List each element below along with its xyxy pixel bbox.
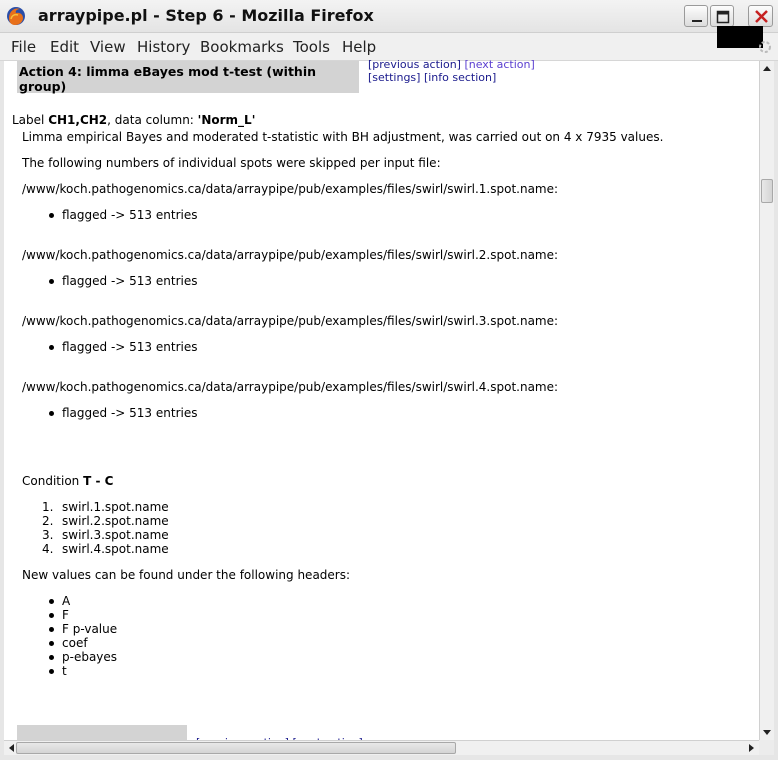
- action-header: [17, 61, 359, 93]
- menu-edit[interactable]: Edit: [50, 38, 80, 56]
- label-value: CH1,CH2: [48, 113, 108, 127]
- file-3-list: [48, 340, 197, 354]
- menu-help[interactable]: Help: [342, 38, 377, 56]
- maximize-icon: [711, 6, 735, 28]
- menu-bar: [0, 33, 778, 61]
- list-item-label: swirl.4.spot.name: [62, 542, 169, 556]
- throbber-icon: [758, 40, 772, 54]
- scroll-up-icon[interactable]: [760, 61, 774, 76]
- settings-link[interactable]: [settings]: [368, 71, 421, 84]
- list-item: [42, 528, 169, 542]
- close-button[interactable]: [748, 5, 773, 27]
- page-viewport: [4, 58, 759, 740]
- list-item-label: swirl.2.spot.name: [62, 514, 169, 528]
- list-item: t: [48, 664, 117, 678]
- list-item: [42, 500, 169, 514]
- vertical-scroll-thumb[interactable]: [761, 179, 773, 203]
- label-prefix: Label: [12, 113, 49, 127]
- list-item-label: swirl.3.spot.name: [62, 528, 169, 542]
- list-number: 4.: [42, 542, 54, 556]
- file-path-4: /www/koch.pathogenomics.ca/data/arraypipe/pub/examples/files/swirl/swirl.4.spot.name:: [22, 380, 559, 394]
- skipped-intro: The following numbers of individual spots were skipped per input file:: [22, 156, 441, 170]
- firefox-icon: [6, 6, 26, 26]
- list-item: flagged -> 513 entries: [48, 340, 197, 354]
- condition-prefix: Condition: [22, 474, 84, 488]
- close-icon: [749, 6, 774, 28]
- maximize-button[interactable]: [710, 5, 734, 27]
- horizontal-scrollbar[interactable]: [4, 740, 759, 755]
- headers-list: [48, 594, 117, 678]
- summary-text: Limma empirical Bayes and moderated t-statistic with BH adjustment, was carried out on 4 x 7935 values.: [22, 130, 664, 144]
- redacted-box: [717, 26, 763, 48]
- list-item: F: [48, 608, 117, 622]
- list-item: A: [48, 594, 117, 608]
- list-item: p-ebayes: [48, 650, 117, 664]
- file-4-list: [48, 406, 197, 420]
- horizontal-scroll-thumb[interactable]: [16, 742, 456, 754]
- scrollbar-corner: [759, 740, 774, 755]
- file-path-3: /www/koch.pathogenomics.ca/data/arraypipe/pub/examples/files/swirl/swirl.3.spot.name:: [22, 314, 559, 328]
- menu-history[interactable]: History: [137, 38, 191, 56]
- label-middle: , data column:: [107, 113, 198, 127]
- menu-tools[interactable]: Tools: [293, 38, 330, 56]
- minimize-button[interactable]: [684, 5, 708, 27]
- list-item: flagged -> 513 entries: [48, 274, 197, 288]
- headers-intro: New values can be found under the following headers:: [22, 568, 351, 582]
- menu-bookmarks[interactable]: Bookmarks: [200, 38, 284, 56]
- file-1-list: [48, 208, 197, 222]
- previous-action-link[interactable]: [previous action]: [368, 58, 461, 71]
- list-item: flagged -> 513 entries: [48, 208, 197, 222]
- list-item: F p-value: [48, 622, 117, 636]
- condition-line: [22, 474, 113, 488]
- action-nav-links: [368, 58, 535, 84]
- file-path-2: /www/koch.pathogenomics.ca/data/arraypipe/pub/examples/files/swirl/swirl.2.spot.name:: [22, 248, 559, 262]
- window-title: arraypipe.pl - Step 6 - Mozilla Firefox: [38, 6, 374, 25]
- menu-view[interactable]: View: [90, 38, 126, 56]
- label-line: [12, 113, 255, 127]
- data-column-value: 'Norm_L': [197, 113, 256, 127]
- list-item: [42, 514, 169, 528]
- window-frame-bottom: [0, 755, 778, 760]
- window-frame-right: [774, 61, 778, 760]
- file-path-1: /www/koch.pathogenomics.ca/data/arraypipe/pub/examples/files/swirl/swirl.1.spot.name:: [22, 182, 559, 196]
- list-number: 2.: [42, 514, 54, 528]
- scroll-down-icon[interactable]: [760, 725, 774, 740]
- action-title: Action 4: limma eBayes mod t-test (within group): [19, 64, 317, 94]
- list-number: 3.: [42, 528, 54, 542]
- list-number: 1.: [42, 500, 54, 514]
- condition-name: T - C: [83, 474, 114, 488]
- list-item: flagged -> 513 entries: [48, 406, 197, 420]
- list-item-label: swirl.1.spot.name: [62, 500, 169, 514]
- next-action-link[interactable]: [next action]: [464, 58, 535, 71]
- menu-file[interactable]: File: [11, 38, 37, 56]
- file-2-list: [48, 274, 197, 288]
- condition-files-list: [42, 500, 169, 556]
- minimize-icon: [685, 6, 709, 28]
- list-item: coef: [48, 636, 117, 650]
- info-section-link[interactable]: [info section]: [423, 71, 497, 84]
- title-bar: [0, 0, 778, 33]
- vertical-scrollbar[interactable]: [759, 61, 774, 740]
- list-item: [42, 542, 169, 556]
- scroll-right-icon[interactable]: [744, 741, 759, 755]
